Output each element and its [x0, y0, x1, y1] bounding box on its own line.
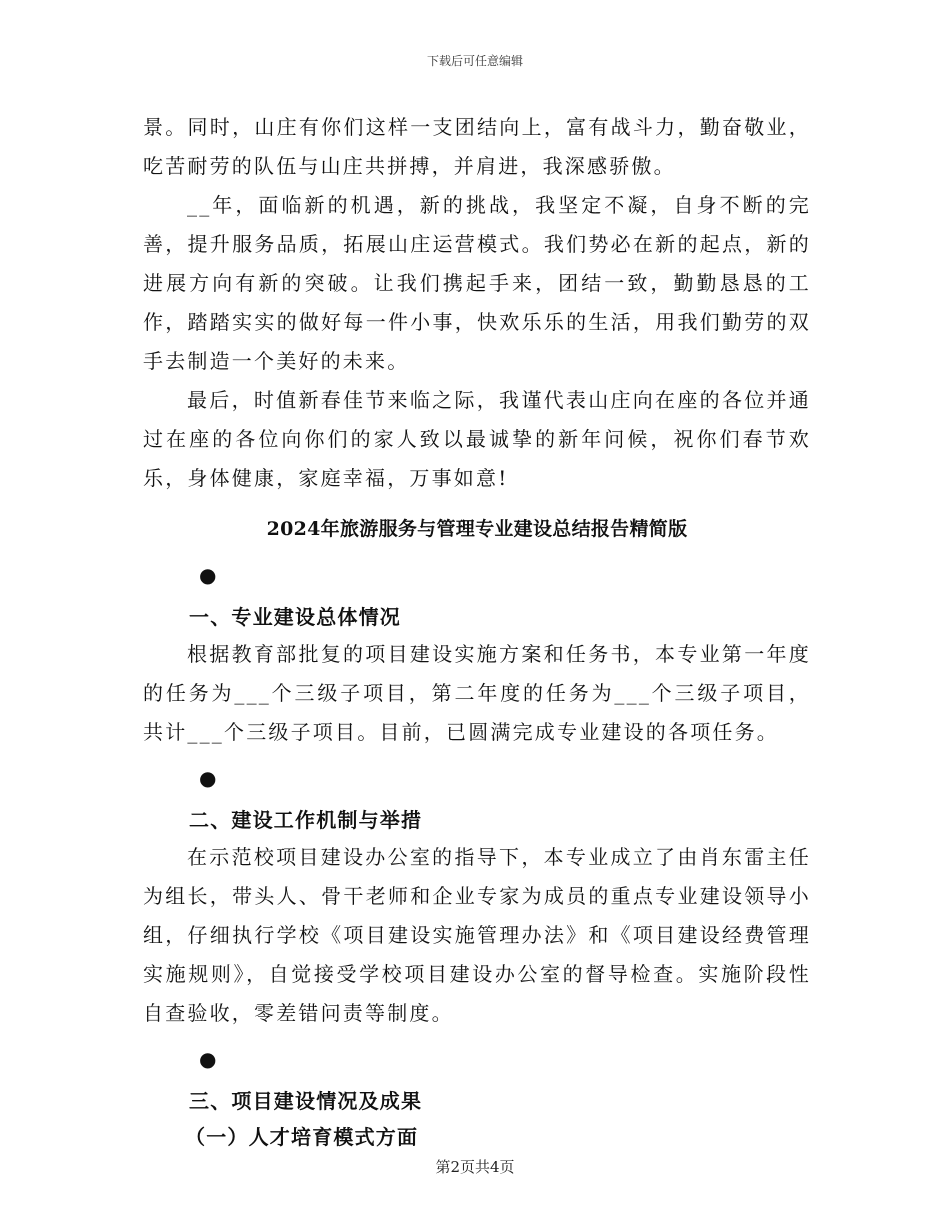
document-title: 2024年旅游服务与管理专业建设总结报告精简版: [266, 518, 688, 540]
paragraph-continuation: 景。同时，山庄有你们这样一支团结向上，富有战斗力，勤奋敬业，吃苦耐劳的队伍与山庄共拼搏，并肩进，我深感骄傲。: [143, 115, 811, 178]
section-heading-1: 一、专业建设总体情况: [189, 605, 401, 629]
bullet-icon: ●: [199, 1047, 217, 1071]
paragraph-new-year-outlook: __年，面临新的机遇，新的挑战，我坚定不凝，自身不断的完善，提升服务品质，拓展山庄运营模式。我们势必在新的起点，新的进展方向有新的突破。让我们携起手来，团结一致，勤勤恳恳的工作，踏踏实实的做好每一件小事，快欢乐乐的生活，用我们勤劳的双手去制造一个美好的未来。: [143, 193, 811, 373]
section-body-1: 根据教育部批复的项目建设实施方案和任务书，本专业第一年度的任务为___个三级子项目，第二年度的任务为___个三级子项目，共计___个三级子项目。目前，已圆满完成专业建设的各项任务。: [143, 642, 811, 744]
paragraph-closing-greeting: 最后，时值新春佳节来临之际，我谨代表山庄向在座的各位并通过在座的各位向你们的家人致以最诚挚的新年问候，祝你们春节欢乐，身体健康，家庭幸福，万事如意!: [143, 388, 811, 490]
bullet-icon: ●: [199, 563, 217, 587]
page-footer: 第2页共4页: [435, 1158, 515, 1176]
section-body-2: 在示范校项目建设办公室的指导下，本专业成立了由肖东雷主任为组长，带头人、骨干老师和企业专家为成员的重点专业建设领导小组，仔细执行学校《项目建设实施管理办法》和《项目建设经费管理实施规则》，自觉接受学校项目建设办公室的督导检查。实施阶段性自查验收，零差错问责等制度。: [143, 845, 811, 1025]
document-body: [143, 108, 811, 1155]
section-heading-3: 三、项目建设情况及成果: [189, 1089, 423, 1113]
bullet-icon: ●: [199, 766, 217, 790]
page-header: 下载后可任意编辑: [426, 54, 523, 68]
section-heading-2: 二、建设工作机制与举措: [189, 808, 423, 832]
subsection-heading: （一）人才培育模式方面: [185, 1125, 419, 1149]
